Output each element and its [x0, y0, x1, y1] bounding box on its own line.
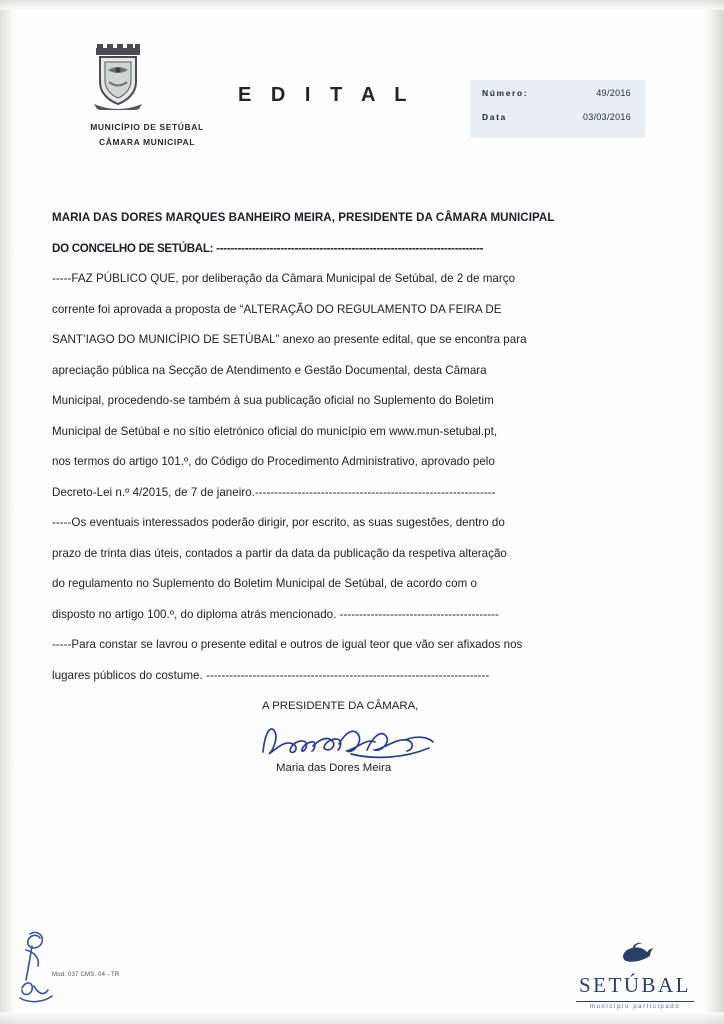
dolphin-icon: [575, 940, 695, 966]
municipality-line-1: MUNICÍPIO DE SETÚBAL: [90, 122, 204, 132]
body-line: MARIA DAS DORES MARQUES BANHEIRO MEIRA, PRESIDENTE DA CÂMARA MUNICIPAL: [52, 211, 555, 224]
document-title: E D I T A L: [238, 84, 414, 106]
reference-number-value: 49/2016: [596, 88, 631, 98]
body-line: nos termos do artigo 101.º, do Código do Procedimento Administrativo, aprovado pelo: [52, 455, 495, 468]
reference-box: [470, 80, 645, 138]
body-line: Decreto-Lei n.º 4/2015, de 7 de janeiro.--------------------------------------------------------------: [52, 485, 496, 499]
body-line: do regulamento no Suplemento do Boletim Municipal de Setúbal, de acordo com o: [52, 577, 477, 590]
body-line: -----FAZ PÚBLICO QUE, por deliberação da Câmara Municipal de Setúbal, de 2 de março: [52, 272, 516, 285]
handwritten-signature-icon: [255, 718, 445, 766]
reference-date-value: 03/03/2016: [582, 112, 631, 122]
setubal-wordmark: SETÚBAL: [579, 973, 691, 997]
body-line: lugares públicos do costume. -------------------------------------------------------------------------: [52, 668, 490, 682]
signature-role: A PRESIDENTE DA CÂMARA,: [262, 700, 419, 712]
body-line: -----Os eventuais interessados poderão dirigir, por escrito, as suas sugestões, dentro do: [52, 516, 505, 529]
coat-of-arms-icon: [88, 42, 148, 110]
reference-number-label: Número:: [482, 88, 529, 98]
body-line: apreciação pública na Secção de Atendimento e Gestão Documental, desta Câmara: [52, 363, 487, 377]
municipality-heading: [52, 120, 242, 150]
setubal-logo: [560, 940, 710, 1010]
scan-edge-left: [0, 0, 16, 1024]
signature-name: Maria das Dores Meira: [276, 762, 392, 774]
margin-scribble-icon: [14, 928, 66, 1006]
body-line: disposto no artigo 100.º, do diploma atrás mencionado. -----------------------------------------: [52, 607, 499, 621]
scan-edge-top: [0, 0, 724, 10]
reference-date-row: [470, 112, 645, 134]
document-body: [52, 203, 644, 691]
form-reference: Mod. 037 CMS. 04 - TR: [52, 972, 120, 978]
logo-divider: [576, 1001, 694, 1002]
body-line: Municipal, procedendo-se também à sua publicação oficial no Suplemento do Boletim: [52, 394, 494, 407]
setubal-tagline: município participado: [589, 1004, 681, 1010]
municipality-line-2: CÂMARA MUNICIPAL: [98, 137, 195, 147]
body-line: Municipal de Setúbal e no sítio eletrónico oficial do município em www.mun-setubal.pt,: [52, 424, 498, 438]
body-line: -----Para constar se lavrou o presente edital e outros de igual teor que vão ser afixados nos: [52, 638, 523, 651]
body-line: prazo de trinta dias úteis, contados a partir da data da publicação da respetiva alteração: [52, 546, 507, 560]
body-line: SANT’IAGO DO MUNICÍPIO DE SETÚBAL” anexo ao presente edital, que se encontra para: [52, 333, 527, 346]
reference-date-label: Data: [482, 112, 507, 122]
scan-edge-bottom: [0, 1012, 724, 1024]
scan-edge-right: [704, 0, 724, 1024]
body-line: DO CONCELHO DE SETÚBAL: ---------------------------------------------------------------------------: [52, 241, 484, 255]
reference-number-row: [470, 88, 645, 110]
body-line: corrente foi aprovada a proposta de “ALTERAÇÃO DO REGULAMENTO DA FEIRA DE: [52, 302, 502, 316]
